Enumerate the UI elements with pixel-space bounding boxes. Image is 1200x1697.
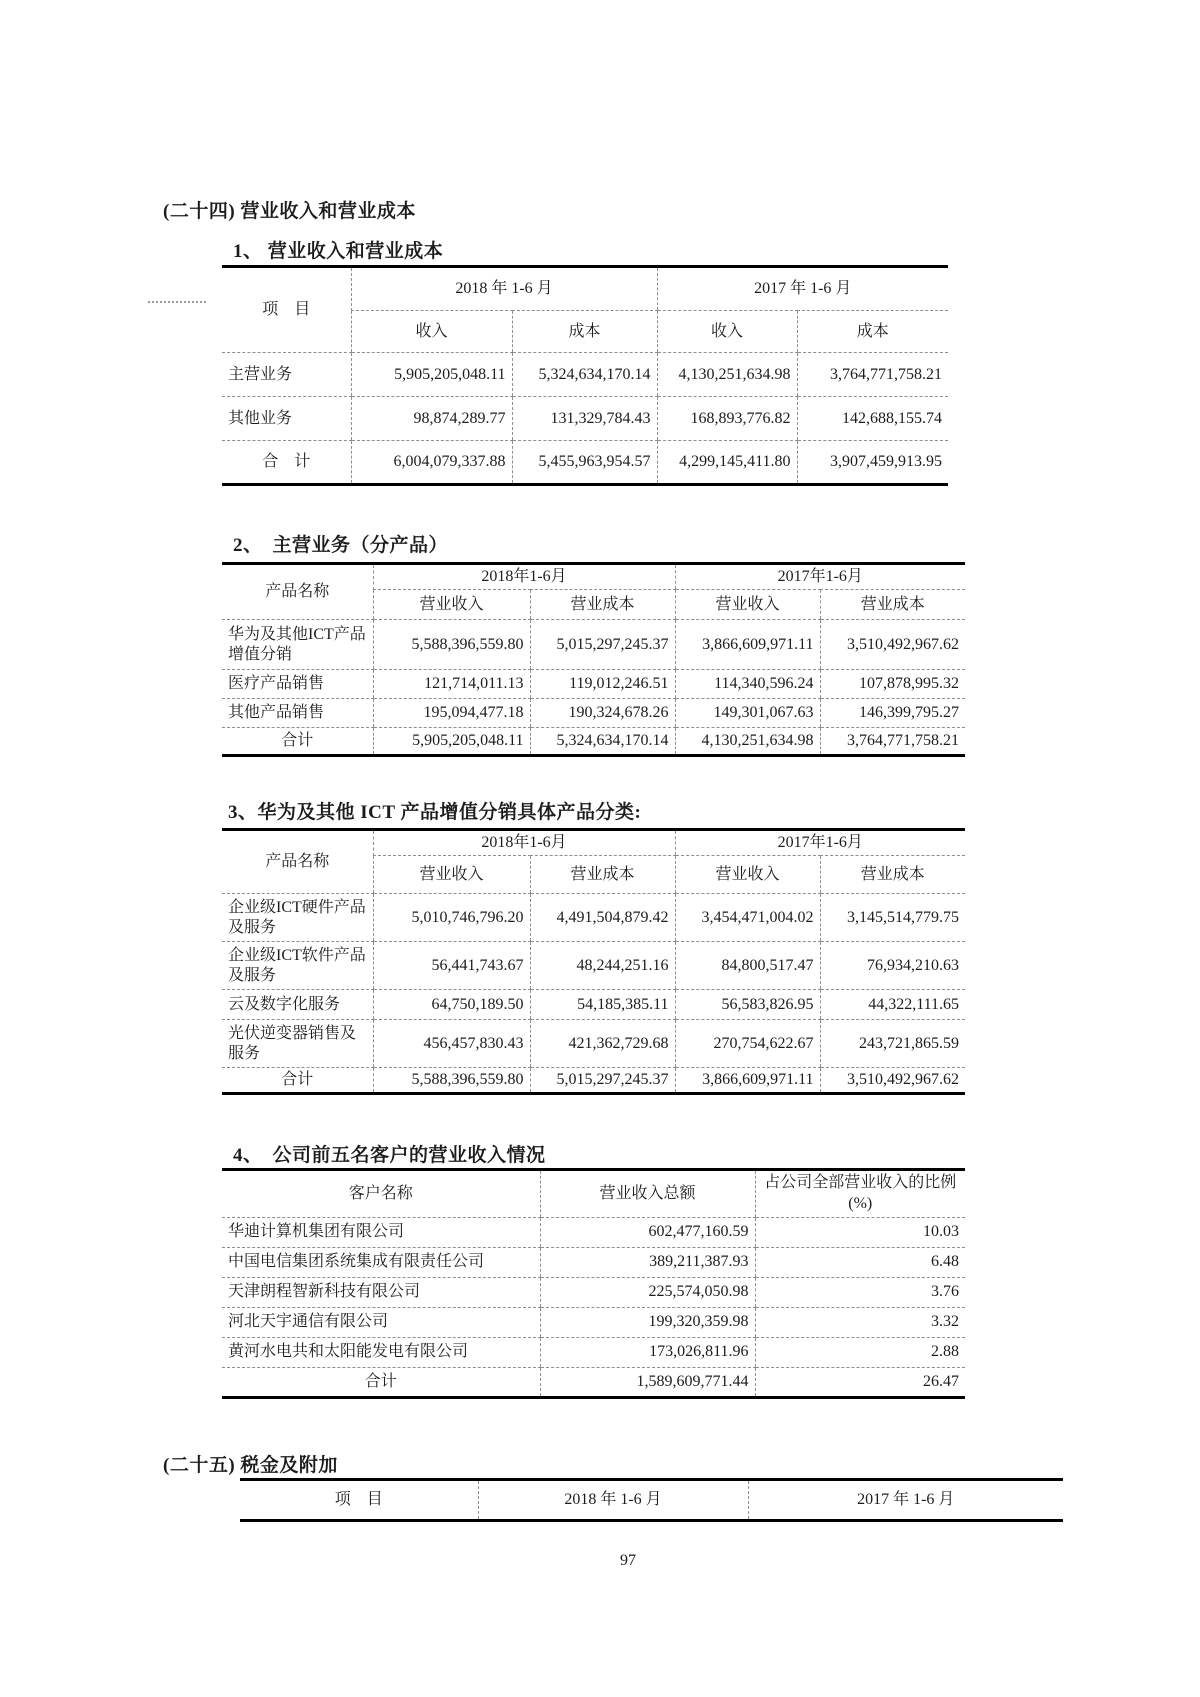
table-row xyxy=(222,1170,965,1218)
table-total-row xyxy=(222,728,965,756)
col-header-ratio-line1: 占公司全部营业收入的比例 xyxy=(764,1174,957,1191)
cell-value: 64,750,189.50 xyxy=(373,990,530,1020)
col-header-op-cost-2018: 营业成本 xyxy=(530,856,675,894)
cell-ratio: 2.88 xyxy=(755,1337,965,1367)
cell-value: 5,455,963,954.57 xyxy=(512,441,657,485)
cell-revenue: 173,026,811.96 xyxy=(540,1337,755,1367)
table-4-title: 4、 公司前五名客户的营业收入情况 xyxy=(233,1145,546,1166)
cell-value: 131,329,784.43 xyxy=(512,397,657,441)
table-1-title: 1、 营业收入和营业成本 xyxy=(233,241,444,262)
table-2-title: 2、 主营业务（分产品） xyxy=(233,535,449,556)
col-header-op-income-2017: 营业收入 xyxy=(675,856,820,894)
cell-label: 主营业务 xyxy=(222,353,351,397)
table-row xyxy=(222,620,965,670)
cell-value: 4,130,251,634.98 xyxy=(675,728,820,756)
col-header-op-income-2018: 营业收入 xyxy=(373,856,530,894)
cell-value: 142,688,155.74 xyxy=(797,397,948,441)
col-header-2018: 2018年1-6月 xyxy=(373,830,675,856)
cell-label: 企业级ICT软件产品及服务 xyxy=(222,942,373,990)
table-total-row xyxy=(222,1068,965,1094)
table-row xyxy=(222,699,965,728)
table-3-title: 3、华为及其他 ICT 产品增值分销具体产品分类: xyxy=(228,802,642,823)
cell-value: 3,510,492,967.62 xyxy=(820,1068,965,1094)
table-row xyxy=(222,1337,965,1367)
col-header-op-cost-2017: 营业成本 xyxy=(820,856,965,894)
col-header-op-cost-2017: 营业成本 xyxy=(820,590,965,620)
table-row xyxy=(222,830,965,856)
col-header-op-cost-2018: 营业成本 xyxy=(530,590,675,620)
cell-value: 168,893,776.82 xyxy=(657,397,797,441)
cell-value: 5,905,205,048.11 xyxy=(373,728,530,756)
cell-value: 5,588,396,559.80 xyxy=(373,1068,530,1094)
cell-label: 其他业务 xyxy=(222,397,351,441)
cell-value: 119,012,246.51 xyxy=(530,670,675,699)
col-header-op-income-2018: 营业收入 xyxy=(373,590,530,620)
cell-label: 企业级ICT硬件产品及服务 xyxy=(222,894,373,942)
col-header-item: 项 目 xyxy=(334,1491,383,1508)
cell-value: 243,721,865.59 xyxy=(820,1020,965,1068)
cell-customer: 黄河水电共和太阳能发电有限公司 xyxy=(222,1337,540,1367)
col-header-2017: 2017 年 1-6 月 xyxy=(657,267,948,311)
cell-value: 3,454,471,004.02 xyxy=(675,894,820,942)
cell-value: 4,491,504,879.42 xyxy=(530,894,675,942)
col-header-customer: 客户名称 xyxy=(222,1170,540,1218)
cell-value: 3,764,771,758.21 xyxy=(820,728,965,756)
cell-value: 3,510,492,967.62 xyxy=(820,620,965,670)
table-row xyxy=(222,564,965,590)
cell-value: 5,588,396,559.80 xyxy=(373,620,530,670)
cell-total-label: 合计 xyxy=(281,732,314,749)
cell-ratio: 3.32 xyxy=(755,1307,965,1337)
cell-customer: 天津朗程智新科技有限公司 xyxy=(222,1277,540,1307)
cell-value: 84,800,517.47 xyxy=(675,942,820,990)
cell-value: 149,301,067.63 xyxy=(675,699,820,728)
cell-value: 4,299,145,411.80 xyxy=(657,441,797,485)
table-top-five-customers xyxy=(222,1168,965,1399)
table-row xyxy=(222,1247,965,1277)
cell-value: 195,094,477.18 xyxy=(373,699,530,728)
table-total-row xyxy=(222,441,948,485)
col-header-ratio-line2: (%) xyxy=(848,1194,873,1212)
cell-ratio: 10.03 xyxy=(755,1217,965,1247)
table-row xyxy=(222,1020,965,1068)
cell-label: 其他产品销售 xyxy=(222,699,373,728)
cell-value: 3,145,514,779.75 xyxy=(820,894,965,942)
table-row xyxy=(222,942,965,990)
table-row xyxy=(222,397,948,441)
cell-total-label: 合 计 xyxy=(262,453,311,470)
cell-total-label: 合计 xyxy=(364,1372,397,1390)
col-header-2018: 2018年1-6月 xyxy=(373,564,675,590)
cell-value: 4,130,251,634.98 xyxy=(657,353,797,397)
cell-value: 3,866,609,971.11 xyxy=(675,1068,820,1094)
table-row xyxy=(222,1307,965,1337)
table-row xyxy=(222,670,965,699)
cell-value: 270,754,622.67 xyxy=(675,1020,820,1068)
cell-customer: 中国电信集团系统集成有限责任公司 xyxy=(222,1247,540,1277)
table-row xyxy=(222,1277,965,1307)
cell-revenue: 199,320,359.98 xyxy=(540,1307,755,1337)
cell-value: 5,015,297,245.37 xyxy=(530,620,675,670)
table-row xyxy=(222,894,965,942)
cell-label: 华为及其他ICT产品增值分销 xyxy=(222,620,373,670)
cell-label: 医疗产品销售 xyxy=(222,670,373,699)
cell-value: 5,010,746,796.20 xyxy=(373,894,530,942)
table-revenue-and-cost xyxy=(222,265,948,486)
cell-value: 3,764,771,758.21 xyxy=(797,353,948,397)
cell-value: 3,907,459,913.95 xyxy=(797,441,948,485)
cell-value: 5,324,634,170.14 xyxy=(530,728,675,756)
table-main-business-by-product xyxy=(222,562,965,757)
left-margin-dash xyxy=(148,301,206,303)
cell-ratio: 26.47 xyxy=(755,1367,965,1397)
cell-revenue: 1,589,609,771.44 xyxy=(540,1367,755,1397)
cell-value: 76,934,210.63 xyxy=(820,942,965,990)
table-row xyxy=(222,990,965,1020)
cell-value: 6,004,079,337.88 xyxy=(351,441,512,485)
cell-label: 光伏逆变器销售及服务 xyxy=(222,1020,373,1068)
cell-value: 5,324,634,170.14 xyxy=(512,353,657,397)
col-header-item: 项 目 xyxy=(222,267,351,353)
cell-ratio: 3.76 xyxy=(755,1277,965,1307)
cell-customer: 河北天宇通信有限公司 xyxy=(222,1307,540,1337)
col-header-income-2018: 收入 xyxy=(351,311,512,353)
cell-value: 5,905,205,048.11 xyxy=(351,353,512,397)
table-total-row xyxy=(222,1367,965,1397)
col-header-2018: 2018 年 1-6 月 xyxy=(478,1480,748,1521)
cell-value: 3,866,609,971.11 xyxy=(675,620,820,670)
cell-value: 456,457,830.43 xyxy=(373,1020,530,1068)
cell-ratio: 6.48 xyxy=(755,1247,965,1277)
cell-value: 98,874,289.77 xyxy=(351,397,512,441)
cell-value: 146,399,795.27 xyxy=(820,699,965,728)
col-header-op-income-2017: 营业收入 xyxy=(675,590,820,620)
cell-revenue: 225,574,050.98 xyxy=(540,1277,755,1307)
col-header-cost-2017: 成本 xyxy=(797,311,948,353)
table-row xyxy=(240,1480,1063,1521)
cell-label: 云及数字化服务 xyxy=(222,990,373,1020)
table-taxes-and-surcharges xyxy=(240,1478,1063,1522)
cell-value: 421,362,729.68 xyxy=(530,1020,675,1068)
section-25-title: (二十五) 税金及附加 xyxy=(163,1455,338,1476)
section-24-title: (二十四) 营业收入和营业成本 xyxy=(163,201,416,222)
page-number: 97 xyxy=(620,1552,636,1569)
cell-value: 44,322,111.65 xyxy=(820,990,965,1020)
col-header-income-2017: 收入 xyxy=(657,311,797,353)
table-ict-distribution-detail xyxy=(222,828,965,1095)
col-header-cost-2018: 成本 xyxy=(512,311,657,353)
cell-total-label: 合计 xyxy=(281,1071,314,1088)
cell-value: 121,714,011.13 xyxy=(373,670,530,699)
col-header-revenue: 营业收入总额 xyxy=(540,1170,755,1218)
table-row xyxy=(222,353,948,397)
cell-value: 56,583,826.95 xyxy=(675,990,820,1020)
cell-value: 107,878,995.32 xyxy=(820,670,965,699)
table-row xyxy=(222,1217,965,1247)
col-header-ratio xyxy=(755,1170,965,1218)
col-header-product: 产品名称 xyxy=(222,830,373,894)
cell-value: 114,340,596.24 xyxy=(675,670,820,699)
cell-value: 5,015,297,245.37 xyxy=(530,1068,675,1094)
cell-customer: 华迪计算机集团有限公司 xyxy=(222,1217,540,1247)
cell-value: 56,441,743.67 xyxy=(373,942,530,990)
cell-revenue: 602,477,160.59 xyxy=(540,1217,755,1247)
cell-value: 190,324,678.26 xyxy=(530,699,675,728)
cell-value: 48,244,251.16 xyxy=(530,942,675,990)
cell-value: 54,185,385.11 xyxy=(530,990,675,1020)
col-header-2017: 2017年1-6月 xyxy=(675,564,965,590)
cell-revenue: 389,211,387.93 xyxy=(540,1247,755,1277)
col-header-2017: 2017年1-6月 xyxy=(675,830,965,856)
col-header-2018: 2018 年 1-6 月 xyxy=(351,267,657,311)
table-row xyxy=(222,267,948,311)
col-header-2017: 2017 年 1-6 月 xyxy=(748,1480,1063,1521)
col-header-product: 产品名称 xyxy=(222,564,373,620)
